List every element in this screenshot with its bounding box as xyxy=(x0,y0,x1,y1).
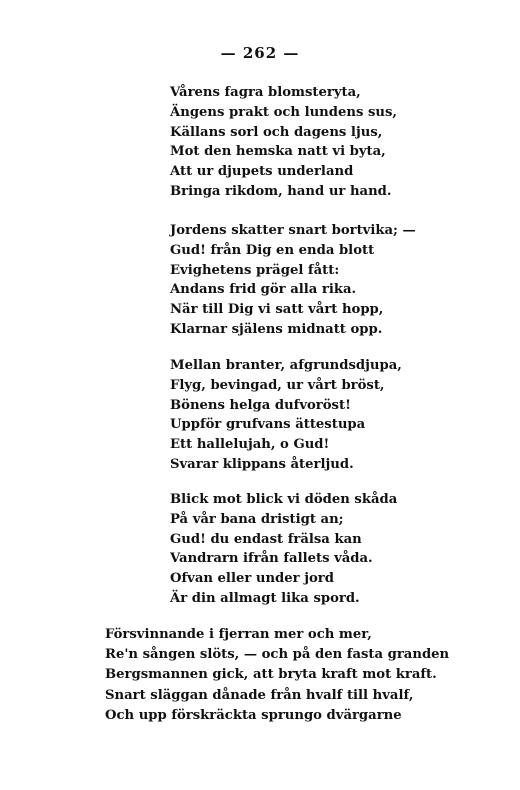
poem-line: Mot den hemska natt vi byta, xyxy=(170,144,386,160)
poem-line: Klarnar själens midnatt opp. xyxy=(170,321,383,337)
poem-line: Bringa rikdom, hand ur hand. xyxy=(170,183,392,199)
poem-line: Blick mot blick vi döden skåda xyxy=(170,492,398,507)
poem-line: Evighetens prägel fått: xyxy=(170,262,340,278)
prose-line: Re'n sången slöts, — och på den fasta granden xyxy=(105,647,450,663)
poem-line: Jordens skatter snart bortvika; — xyxy=(170,223,416,238)
poem-line: Att ur djupets underland xyxy=(170,164,354,180)
page-number: — 262 — xyxy=(220,44,300,62)
prose-paragraph xyxy=(105,625,449,726)
poem-line: Mellan branter, afgrundsdjupa, xyxy=(170,358,402,373)
poem-line: Är din allmagt lika spord. xyxy=(170,590,360,606)
prose-line: Och upp förskräckta sprungo dvärgarne xyxy=(105,707,402,723)
poem-line: Bönens helga dufvoröst! xyxy=(170,397,351,413)
poem-line: Vandrarn ifrån fallets våda. xyxy=(170,551,373,567)
prose-line: Snart släggan dånade från hvalf till hvalf, xyxy=(105,687,414,703)
poem-line: Andans frid gör alla rika. xyxy=(170,282,357,298)
poem-line: Uppför grufvans ättestupa xyxy=(170,417,366,433)
poem-line: Gud! från Dig en enda blott xyxy=(170,242,375,258)
poem-line: Svarar klippans återljud. xyxy=(170,456,354,472)
poem-line: Vårens fagra blomsteryta, xyxy=(170,85,361,100)
poem-line: Ängens prakt och lundens sus, xyxy=(170,104,398,120)
prose-line: Försvinnande i fjerran mer och mer, xyxy=(105,627,372,642)
poem-stanza-4 xyxy=(170,490,397,609)
prose-line: Bergsmannen gick, att bryta kraft mot kraft. xyxy=(105,667,437,683)
poem-stanza-3 xyxy=(170,356,402,475)
poem-line: Källans sorl och dagens ljus, xyxy=(170,124,383,140)
poem-line: När till Dig vi satt vårt hopp, xyxy=(170,302,384,318)
poem-stanza-1 xyxy=(170,83,397,202)
poem-line: Ett hallelujah, o Gud! xyxy=(170,437,330,453)
poem-stanza-2 xyxy=(170,221,416,340)
poem-line: Ofvan eller under jord xyxy=(170,571,334,587)
poem-line: Gud! du endast frälsa kan xyxy=(170,531,362,547)
poem-line: Flyg, bevingad, ur vårt bröst, xyxy=(170,377,385,393)
poem-line: På vår bana dristigt an; xyxy=(170,511,344,527)
